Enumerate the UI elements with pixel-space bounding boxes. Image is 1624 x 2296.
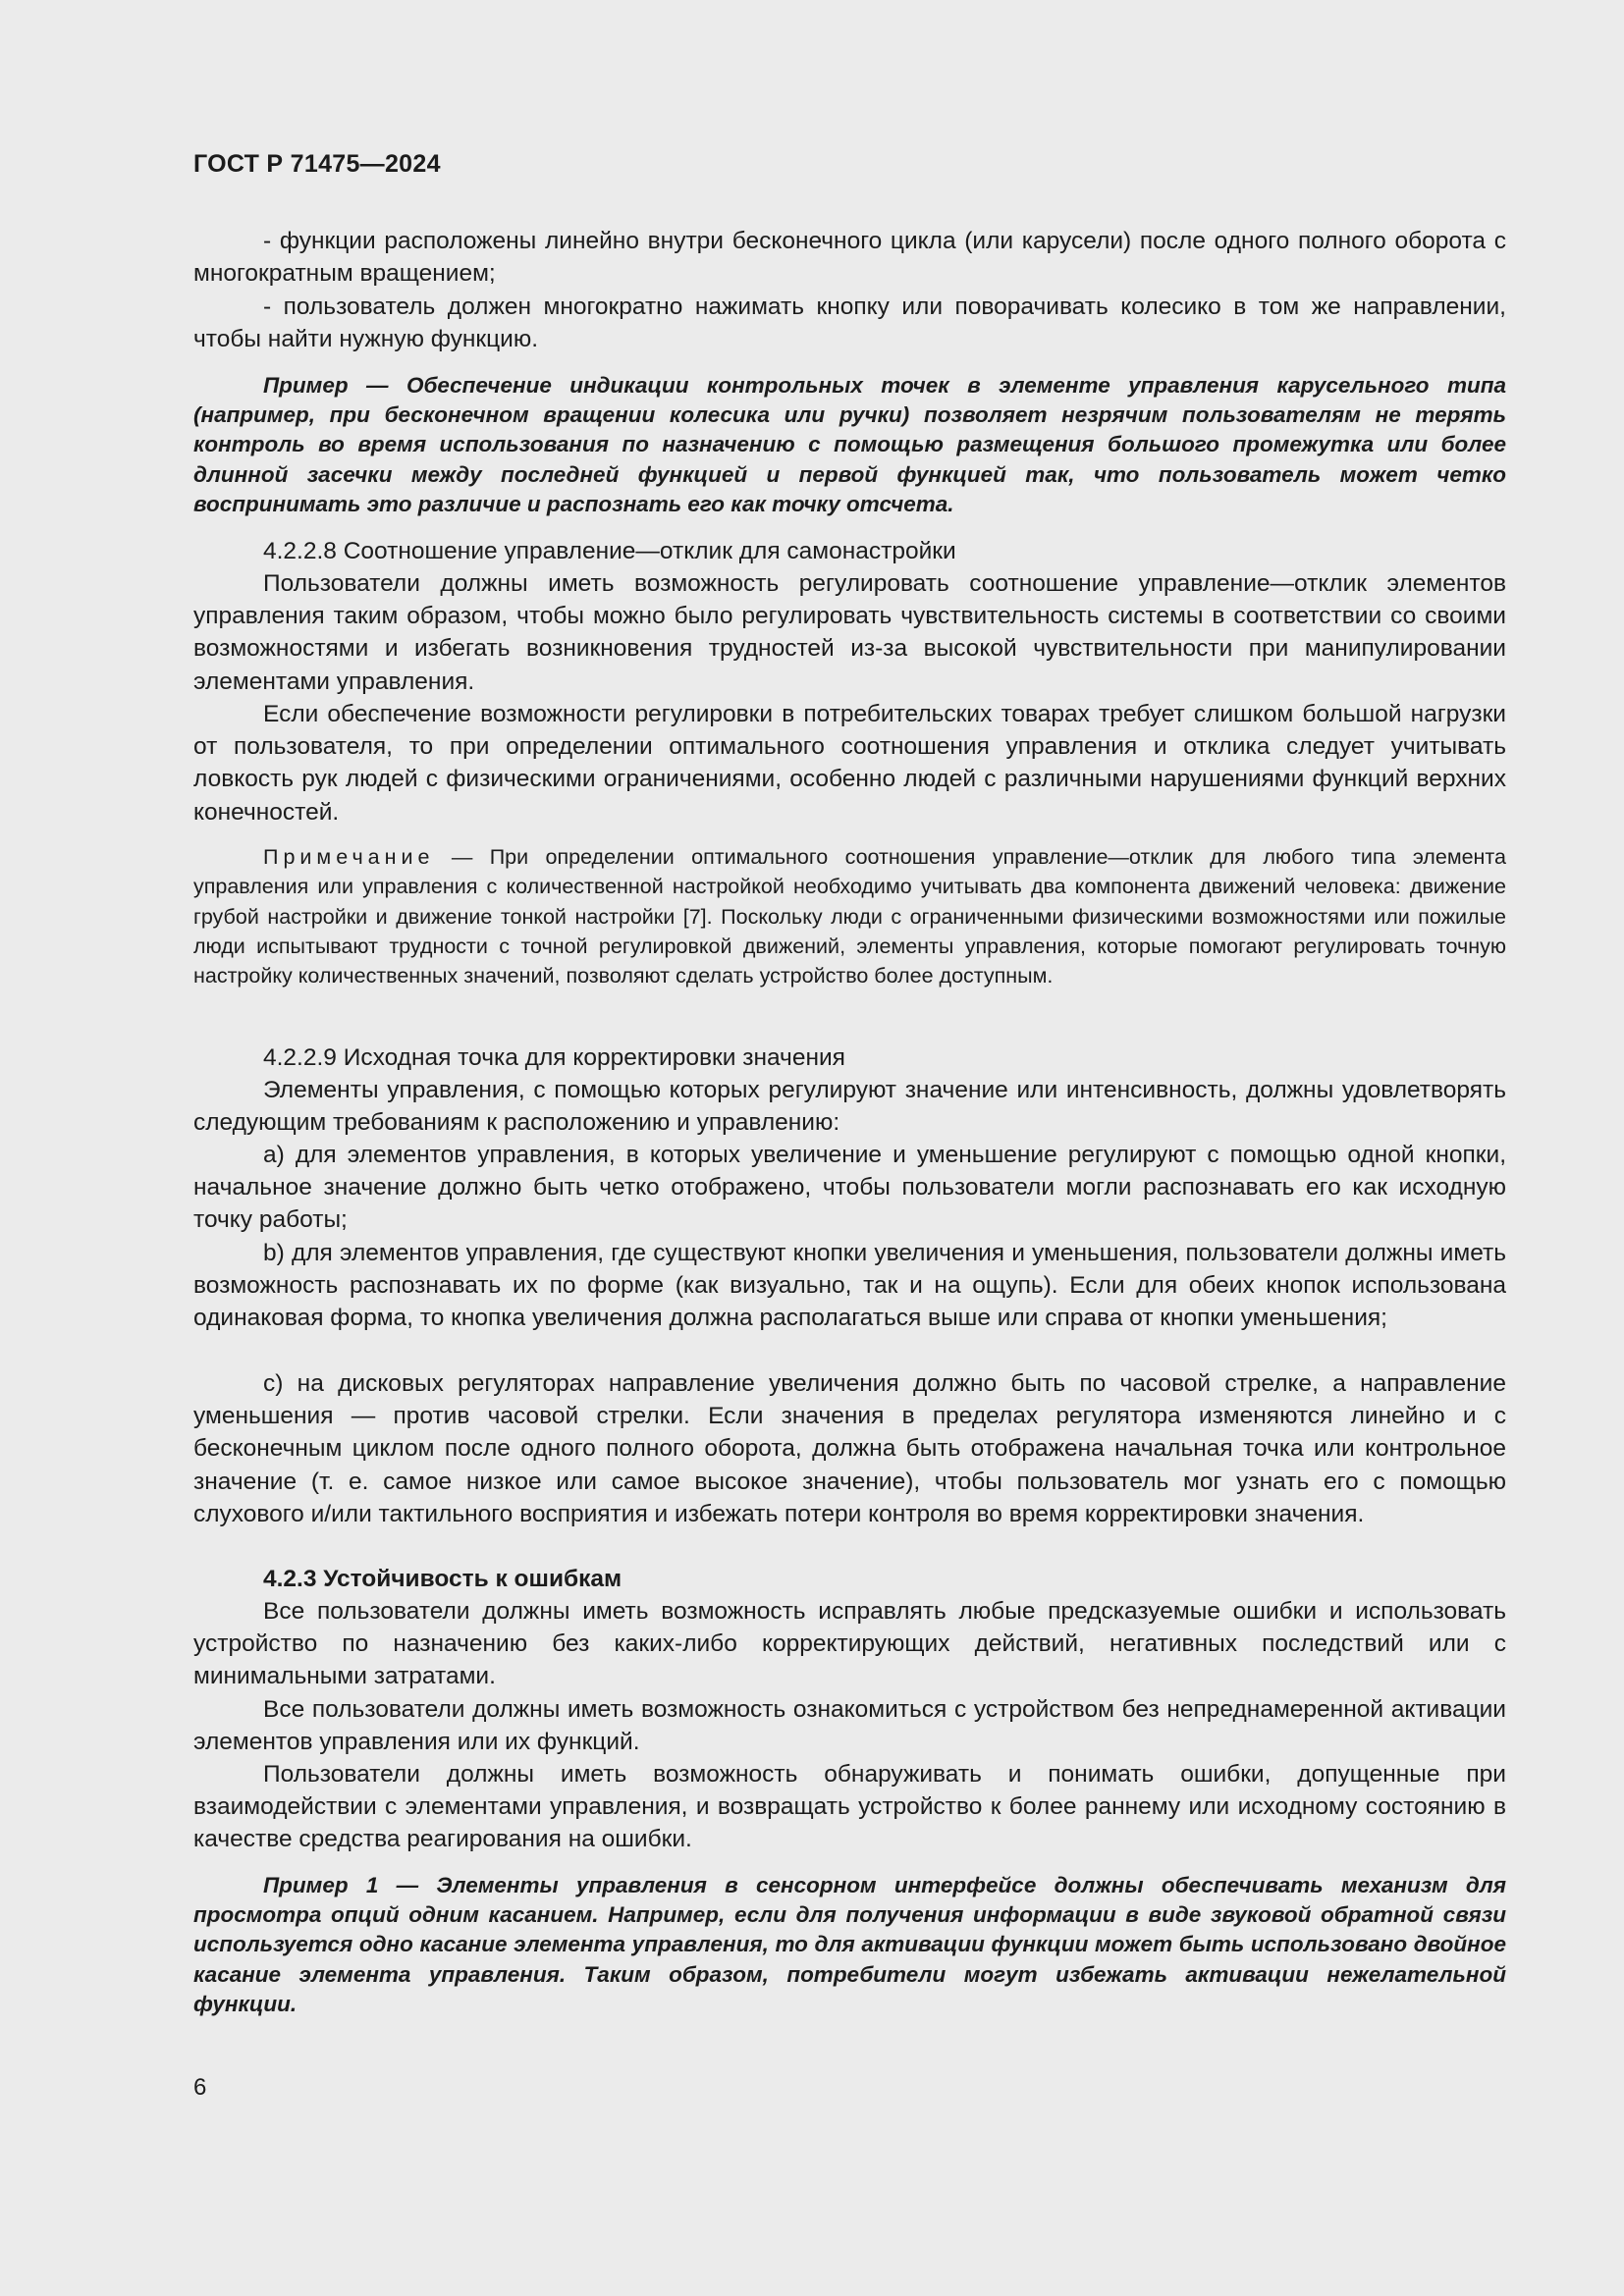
example-carousel-control: Пример — Обеспечение индикации контрольных точек в элементе управления карусельного типа (например, при бесконечном вращении колесика или ручки) позволяет незрячим пользователям не терять контроль во время использования по назначению с помощью размещения большого промежутка или более длинной засечки между последней функцией и первой функцией так, что пользователь может четко воспринимать это различие и распознать его как точку отсчета. <box>193 373 1506 516</box>
page-number: 6 <box>193 2074 207 2101</box>
note-text: — При определении оптимального соотношения управление—отклик для любого типа элемента управления или управления с количественной настройкой необходимо учитывать два компонента движений человека: движение грубой настройки и движение тонкой настройки [7]. Поскольку люди с ограниченными физическими возможностями или пожилые люди испытывают трудности с точной регулировкой движений, элементы управления, которые помогают регулировать точную настройку количественных значений, позволяют сделать устройство более доступным. <box>193 845 1506 988</box>
example-touch-interface: Пример 1 — Элементы управления в сенсорном интерфейсе должны обеспечивать механизм для просмотра опций одним касанием. Например, если для получения информации в виде звуковой обратной связи используется одно касание элемента управления, то для активации функции может быть использовано двойное касание элемента управления. Таким образом, потребители могут избежать активации нежелательной функции. <box>193 1873 1506 2016</box>
paragraph-familiarization: Все пользователи должны иметь возможность ознакомиться с устройством без непреднамеренной активации элементов управления или их функций. <box>193 1696 1506 1756</box>
section-heading-4-2-2-9: 4.2.2.9 Исходная точка для корректировки значения <box>263 1044 845 1071</box>
paragraph-error-detection: Пользователи должны иметь возможность обнаруживать и понимать ошибки, допущенные при взаимодействии с элементами управления, и возвращать устройство к более раннему или исходному состоянию в качестве средства реагирования на ошибки. <box>193 1761 1506 1853</box>
paragraph-value-controls: Элементы управления, с помощью которых регулируют значение или интенсивность, должны удовлетворять следующим требованиям к расположению и управлению: <box>193 1077 1506 1137</box>
paragraph-list-item-2: - пользователь должен многократно нажимать кнопку или поворачивать колесико в том же направлении, чтобы найти нужную функцию. <box>193 294 1506 353</box>
note-label: Примечание <box>263 845 435 869</box>
list-item-c: с) на дисковых регуляторах направление увеличения должно быть по часовой стрелке, а направление уменьшения — против часовой стрелки. Если значения в пределах регулятора изменяются линейно и с бесконечным циклом после одного полного оборота, должна быть отображена начальная точка или контрольное значение (т. е. самое низкое или самое высокое значение), чтобы пользователь мог узнать его с помощью слухового и/или тактильного восприятия и избежать потери контроля во время корректировки значения. <box>193 1370 1506 1527</box>
list-item-b: b) для элементов управления, где существуют кнопки увеличения и уменьшения, пользователи должны иметь возможность распознавать их по форме (как визуально, так и на ощупь). Если для обеих кнопок использована одинаковая форма, то кнопка увеличения должна располагаться выше или справа от кнопки уменьшения; <box>193 1240 1506 1332</box>
note-paragraph <box>193 842 1506 990</box>
paragraph-list-item-1: - функции расположены линейно внутри бесконечного цикла (или карусели) после одного полного оборота с многократным вращением; <box>193 228 1506 288</box>
paragraph-adjustment-load: Если обеспечение возможности регулировки в потребительских товарах требует слишком большой нагрузки от пользователя, то при определении оптимального соотношения управления и отклика следует учитывать ловкость рук людей с физическими ограничениями, особенно людей с различными нарушениями функций верхних конечностей. <box>193 701 1506 826</box>
list-item-a: а) для элементов управления, в которых увеличение и уменьшение регулируют с помощью одной кнопки, начальное значение должно быть четко отображено, чтобы пользователи могли распознавать его как исходную точку работы; <box>193 1142 1506 1234</box>
document-header: ГОСТ Р 71475—2024 <box>193 150 441 178</box>
section-heading-4-2-3: 4.2.3 Устойчивость к ошибкам <box>263 1566 623 1592</box>
paragraph-control-response-ratio: Пользователи должны иметь возможность регулировать соотношение управление—отклик элементов управления таким образом, чтобы можно было регулировать чувствительность системы в соответствии со своими возможностями и избегать возникновения трудностей из-за высокой чувствительности при манипулировании элементами управления. <box>193 570 1506 695</box>
section-heading-4-2-2-8: 4.2.2.8 Соотношение управление—отклик для самонастройки <box>263 538 956 564</box>
paragraph-error-correction: Все пользователи должны иметь возможность исправлять любые предсказуемые ошибки и использовать устройство по назначению без каких-либо корректирующих действий, негативных последствий или с минимальными затратами. <box>193 1598 1506 1690</box>
